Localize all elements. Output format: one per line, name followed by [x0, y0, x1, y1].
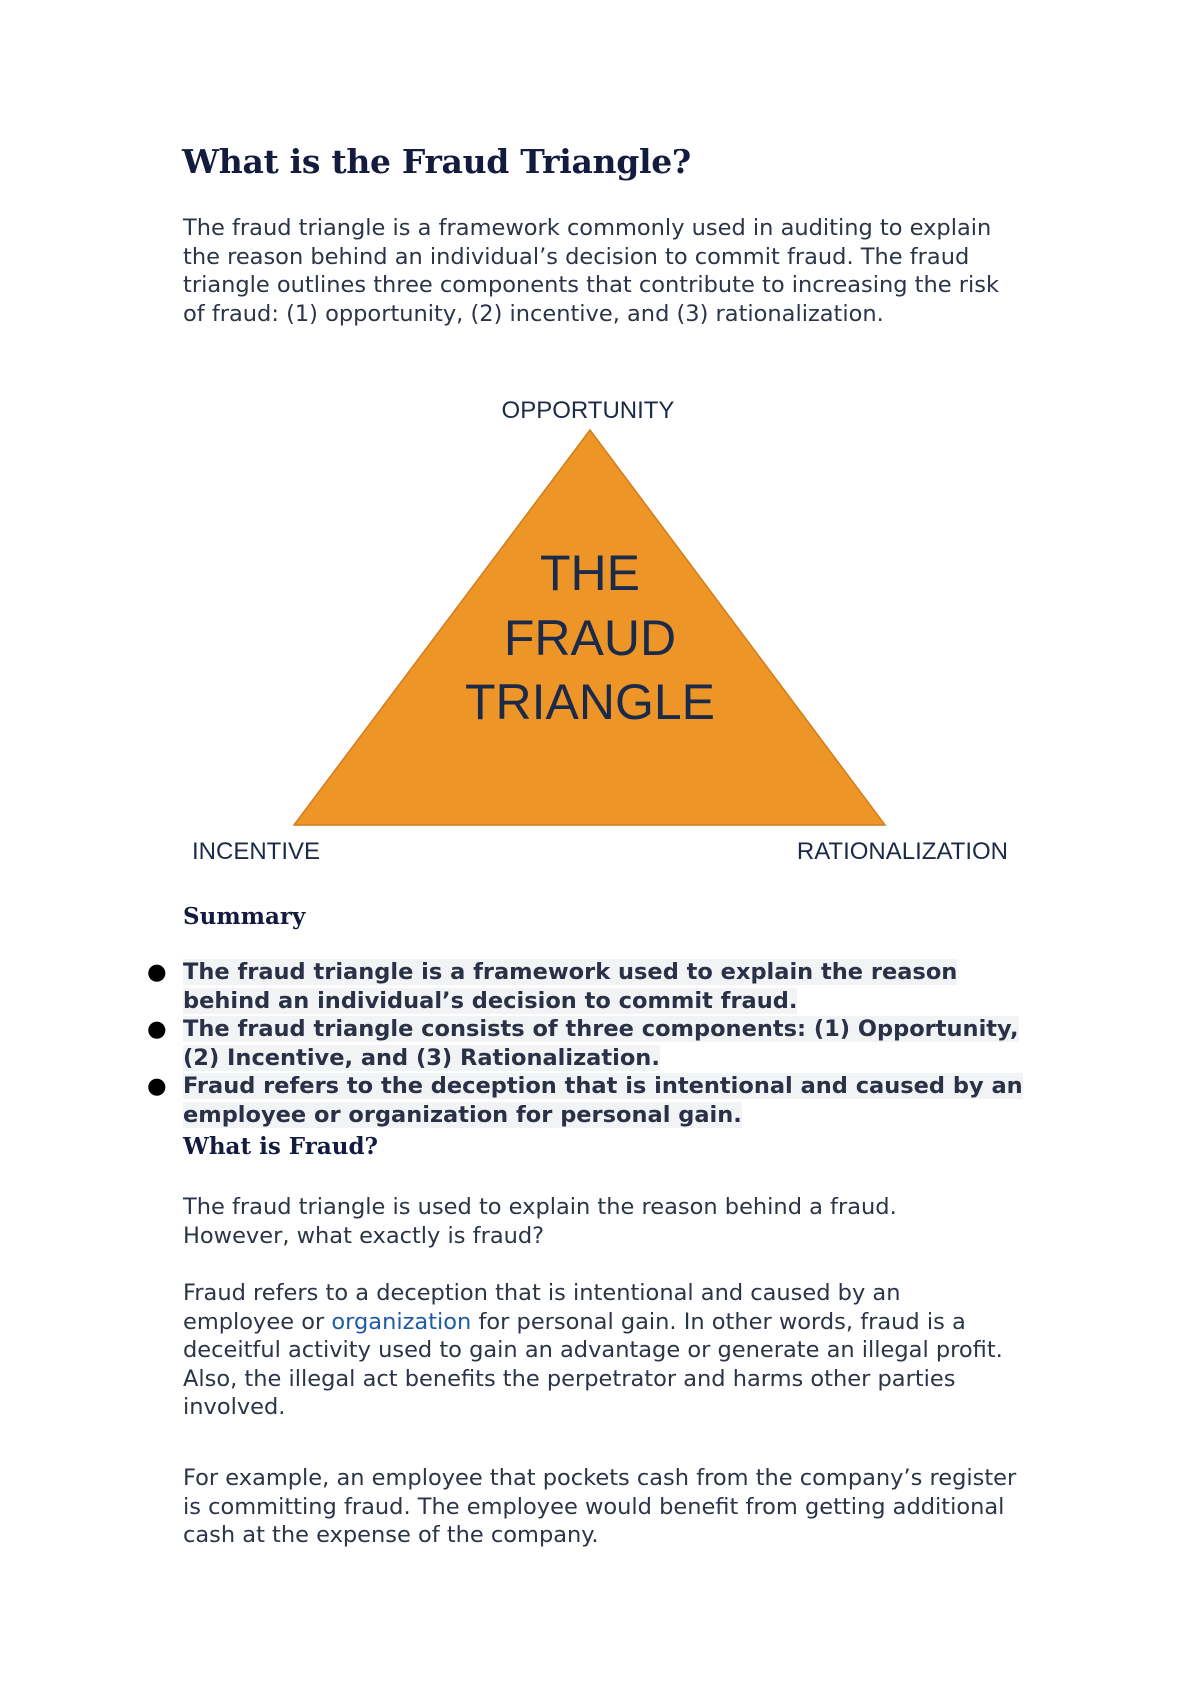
- summary-list: [147, 958, 1043, 1130]
- incentive-label: INCENTIVE: [192, 838, 321, 865]
- triangle-center-line-1: THE: [540, 545, 640, 601]
- fraud-paragraph-2-start: Fraud refers to a deception that is intentional and caused by an employee or: [183, 1280, 901, 1335]
- summary-heading: Summary: [183, 903, 306, 930]
- summary-item: [147, 1072, 1043, 1129]
- bullet-icon: ●: [147, 959, 167, 985]
- fraud-paragraph-3: For example, an employee that pockets cash from the company’s register is committing fraud. The employee would benefit from getting additional cash at the expense of the company.: [183, 1465, 1017, 1549]
- summary-item-text: The fraud triangle consists of three components: (1) Opportunity, (2) Incentive, and (3) Rationalization.: [183, 1016, 1019, 1071]
- bullet-icon: ●: [147, 1016, 167, 1043]
- summary-item-text: The fraud triangle is a framework used to explain the reason behind an individual’s decision to commit fraud.: [183, 959, 958, 1014]
- fraud-paragraph-1: The fraud triangle is used to explain the reason behind a fraud. However, what exactly is fraud?: [183, 1194, 897, 1249]
- intro-paragraph: The fraud triangle is a framework commonly used in auditing to explain the reason behind an individual’s decision to commit fraud. The fraud triangle outlines three components that contribute to increasing the risk of fraud: (1) opportunity, (2) incentive, and (3) rationalization.: [183, 215, 999, 327]
- summary-item: [147, 1015, 1043, 1072]
- summary-item: [147, 958, 1043, 1015]
- bullet-icon: ●: [147, 1073, 167, 1100]
- rationalization-label: RATIONALIZATION: [796, 838, 1008, 865]
- triangle-center-line-2: FRAUD: [503, 610, 677, 666]
- fraud-triangle-svg: [180, 385, 1040, 875]
- fraud-paragraph-2-end: for personal gain. In other words, fraud is a deceitful activity used to gain an advantage or generate an illegal profit. Also, the illegal act benefits the perpetrator and harms other parties involved.: [183, 1308, 1003, 1421]
- organization-link[interactable]: organization: [331, 1308, 472, 1335]
- summary-item-text: Fraud refers to the deception that is intentional and caused by an employee or organization for personal gain.: [183, 1073, 1023, 1128]
- triangle-center-line-3: TRIANGLE: [464, 674, 716, 730]
- fraud-triangle-diagram: [180, 385, 1040, 875]
- opportunity-label: OPPORTUNITY: [501, 397, 675, 424]
- page-title: What is the Fraud Triangle?: [182, 142, 691, 181]
- fraud-paragraph-2: [183, 1279, 1018, 1422]
- what-is-fraud-heading: What is Fraud?: [183, 1133, 379, 1160]
